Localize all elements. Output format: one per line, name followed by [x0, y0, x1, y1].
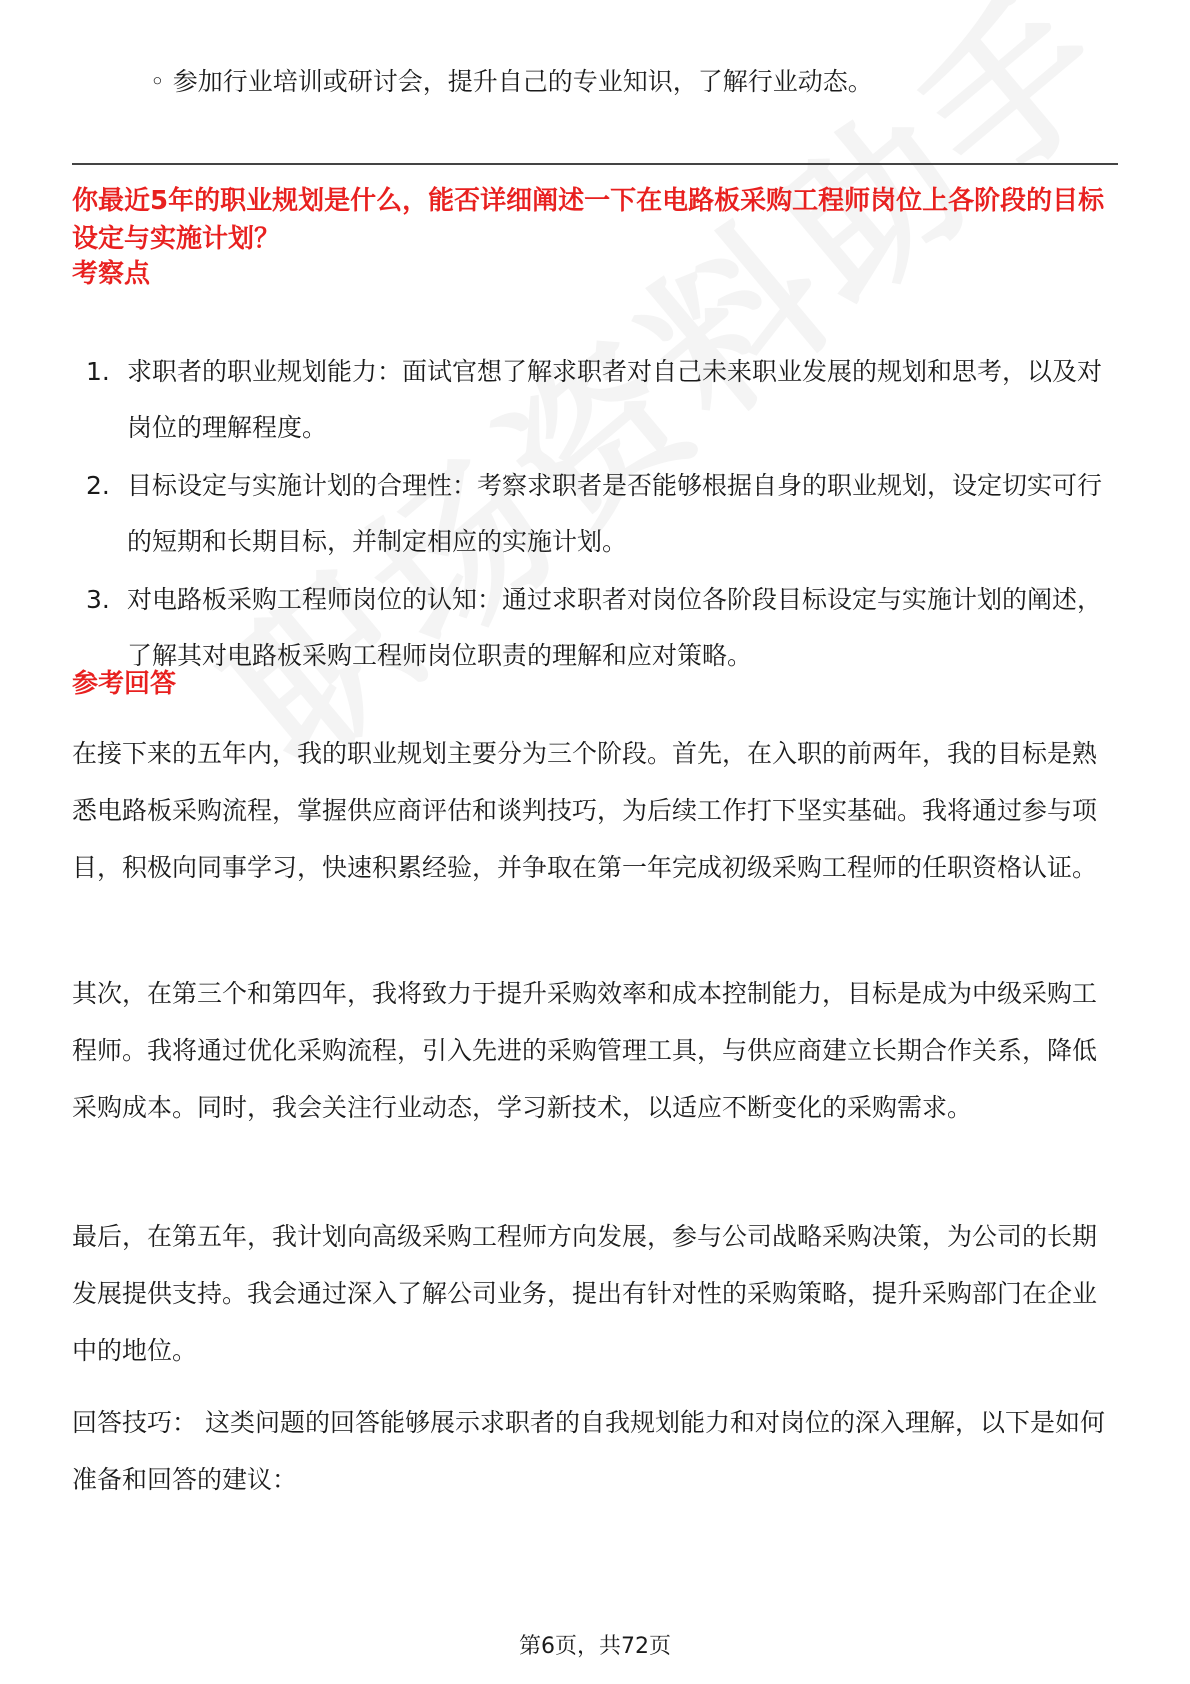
list-item-number: 3.	[86, 585, 110, 614]
list-item-text: 对电路板采购工程师岗位的认知：通过求职者对岗位各阶段目标设定与实施计划的阐述，了解其对电路板采购工程师岗位职责的理解和应对策略。	[127, 585, 1103, 670]
section-heading-kaochadian: 考察点	[72, 259, 151, 289]
answer-paragraph-3: 最后，在第五年，我计划向高级采购工程师方向发展，参与公司战略采购决策，为公司的长期发展提供支持。我会通过深入了解公司业务，提出有针对性的采购策略，提升采购部门在企业中的地位。	[72, 1222, 1098, 1365]
top-bullet-item: ◦ 参加行业培训或研讨会，提升自己的专业知识，了解行业动态。	[150, 67, 873, 96]
list-item	[72, 344, 1122, 456]
list-item	[72, 572, 1122, 684]
list-item-text: 求职者的职业规划能力：面试官想了解求职者对自己未来职业发展的规划和思考，以及对岗位的理解程度。	[127, 357, 1103, 442]
list-item-number: 2.	[86, 471, 110, 500]
answer-paragraph-2: 其次，在第三个和第四年，我将致力于提升采购效率和成本控制能力，目标是成为中级采购工程师。我将通过优化采购流程，引入先进的采购管理工具，与供应商建立长期合作关系，降低采购成本。同时，我会关注行业动态，学习新技术，以适应不断变化的采购需求。	[72, 979, 1098, 1122]
answer-paragraph-1: 在接下来的五年内，我的职业规划主要分为三个阶段。首先，在入职的前两年，我的目标是熟悉电路板采购流程，掌握供应商评估和谈判技巧，为后续工作打下坚实基础。我将通过参与项目，积极向同事学习，快速积累经验，并争取在第一年完成初级采购工程师的任职资格认证。	[72, 739, 1098, 882]
list-item-text: 目标设定与实施计划的合理性：考察求职者是否能够根据自身的职业规划，设定切实可行的短期和长期目标，并制定相应的实施计划。	[127, 471, 1103, 556]
list-item	[72, 458, 1122, 570]
list-item-number: 1.	[86, 357, 110, 386]
question-heading: 你最近5年的职业规划是什么，能否详细阐述一下在电路板采购工程师岗位上各阶段的目标设定与实施计划？	[72, 186, 1105, 254]
section-heading-cankao: 参考回答	[72, 669, 177, 699]
evaluation-points-list	[72, 344, 1122, 686]
section-divider	[72, 163, 1118, 165]
page-number-footer: 第6页，共72页	[519, 1634, 671, 1659]
answer-tips-paragraph: 回答技巧： 这类问题的回答能够展示求职者的自我规划能力和对岗位的深入理解，以下是如何准备和回答的建议：	[72, 1408, 1105, 1494]
